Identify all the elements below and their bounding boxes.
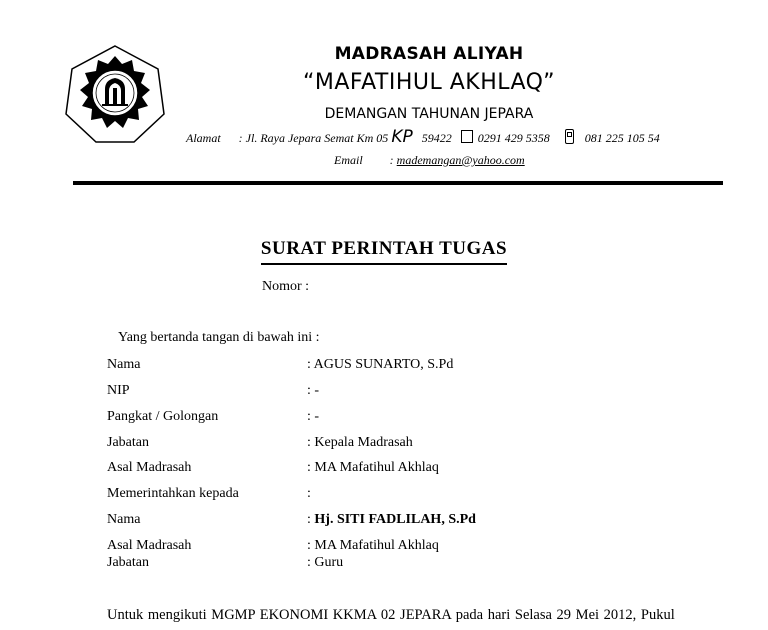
- body-paragraph: Untuk mengikuti MGMP EKONOMI KKMA 02 JEPARA pada hari Selasa 29 Mei 2012, Pukul: [107, 607, 675, 623]
- signer-rank-label: Pangkat / Golongan: [107, 409, 219, 424]
- document-title-text: SURAT PERINTAH TUGAS: [261, 238, 507, 265]
- assignee-name-text: Hj. SITI FADLILAH, S.Pd: [314, 512, 476, 527]
- assignee-position-value: : Guru: [307, 555, 344, 570]
- address-label: Alamat: [186, 131, 221, 145]
- signer-nip-value: : -: [307, 383, 320, 398]
- phone-number: 0291 429 5358: [477, 131, 550, 145]
- phone-box-icon: [461, 130, 473, 143]
- assignee-name-separator: :: [307, 512, 315, 527]
- signer-origin-label: Asal Madrasah: [107, 460, 192, 475]
- signer-origin-value: : MA Mafatihul Akhlaq: [307, 460, 439, 475]
- mobile-number: 081 225 105 54: [584, 131, 660, 145]
- address-text: : Jl. Raya Jepara Semat Km 05: [238, 131, 389, 145]
- assignee-name-value: [307, 512, 476, 528]
- assignee-origin-value: : MA Mafatihul Akhlaq: [307, 538, 439, 553]
- email-link[interactable]: mademangan@yahoo.com: [396, 153, 525, 167]
- signer-position-label: Jabatan: [107, 435, 149, 450]
- order-separator: :: [307, 486, 311, 501]
- school-location: DEMANGAN TAHUNAN JEPARA: [324, 106, 534, 122]
- signer-rank-value: : -: [307, 409, 320, 424]
- assignee-name-label: Nama: [107, 512, 141, 527]
- mobile-phone-icon: [565, 129, 574, 144]
- header-divider: [73, 181, 723, 185]
- address-line: [186, 127, 660, 147]
- email-line: [334, 153, 525, 168]
- school-quote-name: “MAFATIHUL AKHLAQ”: [303, 70, 555, 95]
- document-number: Nomor :: [262, 279, 310, 294]
- email-label: Email: [334, 153, 363, 167]
- signer-position-value: : Kepala Madrasah: [307, 435, 413, 450]
- order-label: Memerintahkan kepada: [107, 486, 239, 501]
- signer-nip-label: NIP: [107, 383, 130, 398]
- intro-text: Yang bertanda tangan di bawah ini :: [118, 330, 320, 345]
- assignee-origin-label: Asal Madrasah: [107, 538, 192, 553]
- school-name: MADRASAH ALIYAH: [334, 44, 524, 64]
- signer-name-label: Nama: [107, 357, 141, 372]
- postal-prefix: KP: [391, 127, 413, 147]
- assignee-position-label: Jabatan: [107, 555, 149, 570]
- document-title: [0, 238, 768, 265]
- signer-name-value: : AGUS SUNARTO, S.Pd: [307, 357, 454, 372]
- email-separator: :: [389, 153, 394, 167]
- postal-code: 59422: [421, 131, 452, 145]
